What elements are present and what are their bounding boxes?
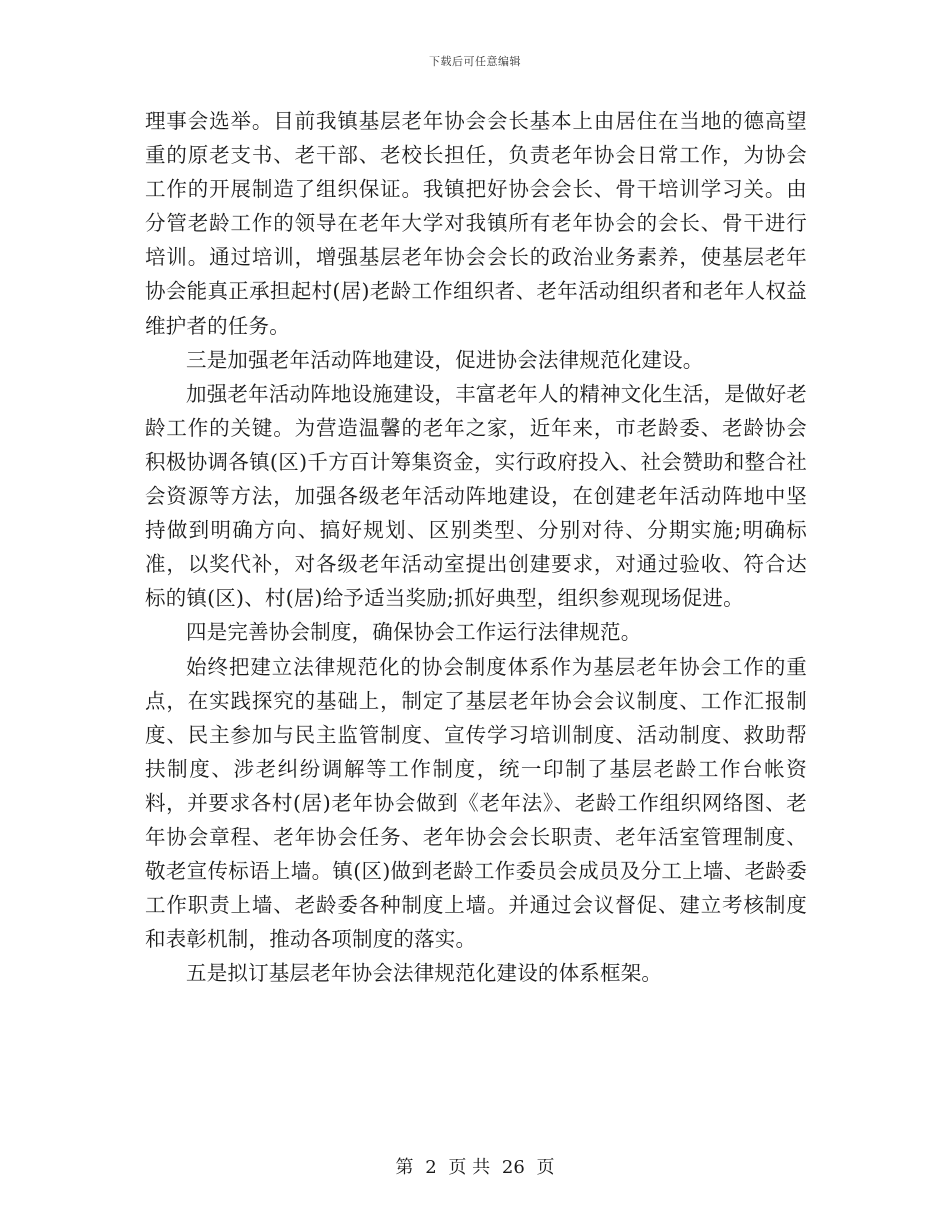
page-header-note: 下载后可任意编辑 (429, 55, 521, 68)
footer-page-number: 2 (425, 1157, 437, 1178)
section-heading: 三是加强老年活动阵地建设，促进协会法律规范化建设。 (186, 347, 704, 372)
footer-middle: 页 共 (448, 1157, 491, 1178)
paragraph: 加强老年活动阵地设施建设，丰富老年人的精神文化生活，是做好老龄工作的关键。为营造温馨的老年之家，近年来，市老龄委、老龄协会积极协调各镇(区)千方百计筹集资金，实行政府投入、社会赞助和整合社会资源等方法，加强各级老年活动阵地建设，在创建老年活动阵地中坚持做到明确方向、搞好规划、区别类型、分别对待、分期实施;明确标准，以奖代补，对各级老年活动室提出创建要求，对通过验收、符合达标的镇(区)、村(居)给予适当奖励;抓好典型，组织参观现场促进。 (145, 381, 807, 611)
paragraph: 始终把建立法律规范化的协会制度体系作为基层老年协会工作的重点，在实践探究的基础上，制定了基层老年协会会议制度、工作汇报制度、民主参加与民主监管制度、宣传学习培训制度、活动制度、救助帮扶制度、涉老纠纷调解等工作制度，统一印制了基层老龄工作台帐资料，并要求各村(居)老年协会做到《老年法》、老龄工作组织网络图、老年协会章程、老年协会任务、老年协会会长职责、老年活室管理制度、敬老宣传标语上墙。镇(区)做到老龄工作委员会成员及分工上墙、老龄委工作职责上墙、老龄委各种制度上墙。并通过会议督促、建立考核制度和表彰机制，推动各项制度的落实。 (145, 654, 807, 952)
paragraph: 理事会选举。目前我镇基层老年协会会长基本上由居住在当地的德高望重的原老支书、老干部、老校长担任，负责老年协会日常工作，为协会工作的开展制造了组织保证。我镇把好协会会长、骨干培训学习关。由分管老龄工作的领导在老年大学对我镇所有老年协会的会长、骨干进行培训。通过培训，增强基层老年协会会长的政治业务素养，使基层老年协会能真正承担起村(居)老龄工作组织者、老年活动组织者和老年人权益维护者的任务。 (145, 109, 807, 338)
section-heading: 五是拟订基层老年协会法律规范化建设的体系框架。 (186, 961, 663, 986)
footer-total-pages: 26 (501, 1157, 525, 1178)
footer-suffix: 页 (536, 1157, 555, 1178)
document-body (145, 104, 807, 990)
page-footer (0, 1153, 950, 1179)
section-heading: 四是完善协会制度，确保协会工作运行法律规范。 (186, 620, 642, 645)
footer-prefix: 第 (395, 1157, 414, 1178)
